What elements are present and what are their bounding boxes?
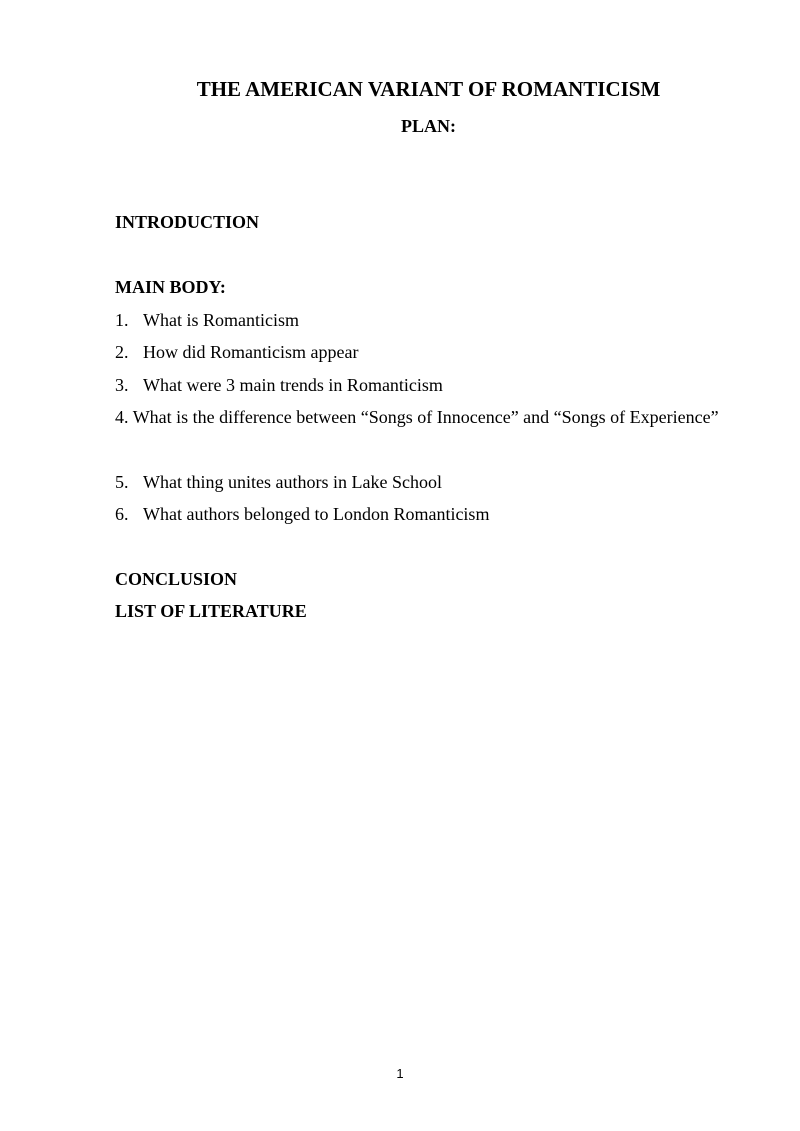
- plan-item-2: [115, 340, 358, 364]
- document-title: THE AMERICAN VARIANT OF ROMANTICISM: [196, 77, 661, 101]
- page-number: 1: [396, 1066, 404, 1081]
- plan-item-number: 6.: [115, 504, 129, 524]
- plan-item-text: What is Romanticism: [143, 310, 299, 330]
- plan-item-6: [115, 502, 489, 526]
- plan-item-text: What authors belonged to London Romanticism: [143, 504, 490, 524]
- plan-item-5: [115, 470, 442, 494]
- conclusion-heading: CONCLUSION: [115, 569, 238, 589]
- literature-heading: LIST OF LITERATURE: [115, 601, 307, 621]
- plan-item-number: 4.: [115, 407, 129, 427]
- plan-subtitle: PLAN:: [401, 116, 456, 136]
- plan-item-4: [115, 401, 742, 434]
- plan-item-1: [115, 308, 299, 332]
- plan-item-number: 2.: [115, 342, 129, 362]
- plan-item-text: What is the difference between “Songs of Innocence” and “Songs of Experience”: [132, 407, 719, 427]
- plan-item-text: What thing unites authors in Lake School: [143, 472, 442, 492]
- plan-item-3: [115, 373, 443, 397]
- introduction-heading: INTRODUCTION: [115, 212, 260, 232]
- plan-item-number: 3.: [115, 375, 129, 395]
- plan-item-text: What were 3 main trends in Romanticism: [143, 375, 443, 395]
- plan-item-number: 5.: [115, 472, 129, 492]
- plan-item-text: How did Romanticism appear: [143, 342, 359, 362]
- plan-item-number: 1.: [115, 310, 129, 330]
- main-body-heading: MAIN BODY:: [115, 277, 226, 297]
